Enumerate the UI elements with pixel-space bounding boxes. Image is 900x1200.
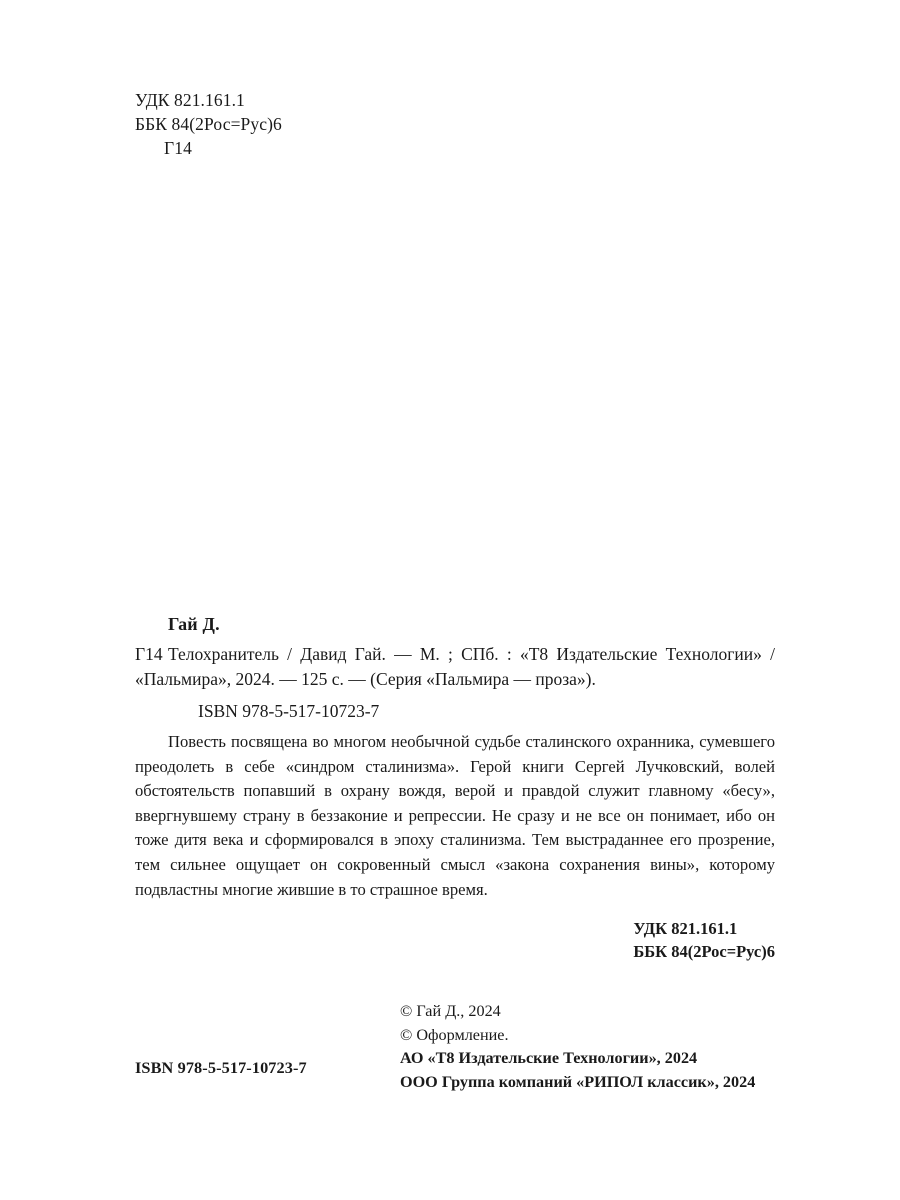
isbn-main: ISBN 978-5-517-10723-7	[198, 700, 380, 721]
bbk-code-bottom: ББК 84(2Рос=Рус)6	[633, 942, 775, 961]
classification-codes-top	[135, 88, 282, 160]
udk-code-bottom: УДК 821.161.1	[633, 919, 738, 938]
copyright-publisher-ripol: ООО Группа компаний «РИПОЛ классик», 2024	[400, 1072, 756, 1091]
bibliographic-record	[135, 612, 775, 902]
copyright-publisher-t8: АО «Т8 Издательские Технологии», 2024	[400, 1049, 698, 1067]
bbk-code-top: ББК 84(2Рос=Рус)6	[135, 114, 282, 134]
classification-codes-bottom	[633, 917, 775, 963]
udk-code-top: УДК 821.161.1	[135, 90, 245, 110]
book-index-code: Г14	[135, 643, 163, 664]
author-name: Гай Д.	[168, 614, 220, 634]
bibliographic-description-text: Телохранитель / Давид Гай. — М. ; СПб. : «Т8 Издательские Технологии» / «Пальмира», 2024. — 125 с. — (Серия «Пальмира — проза»).	[135, 643, 775, 689]
annotation-text: Повесть посвящена во многом необычной судьбе сталинского охранника, сумевшего преодолеть в себе «синдром сталинизма». Герой книги Сергей Лучковский, волей обстоятельств попавший в охрану вождя, верой и правдой служит главному «бесу», ввергнувшему страну в беззаконие и репрессии. Не сразу и не все он понимает, ибо он тоже дитя века и сформировался в эпоху сталинизма. Тем выстраданнее его прозрение, тем сильнее ощущает он сокровенный смысл «закона сохранения вины», которому подвластны многие жившие в то страшное время.	[135, 732, 775, 899]
isbn-bottom: ISBN 978-5-517-10723-7	[135, 1058, 307, 1077]
copyright-design: © Оформление.	[400, 1025, 509, 1044]
copyright-author: © Гай Д., 2024	[400, 1002, 501, 1020]
book-index-code-top: Г14	[164, 138, 192, 158]
bibliographic-description	[135, 642, 775, 693]
copyright-block	[400, 1000, 755, 1094]
